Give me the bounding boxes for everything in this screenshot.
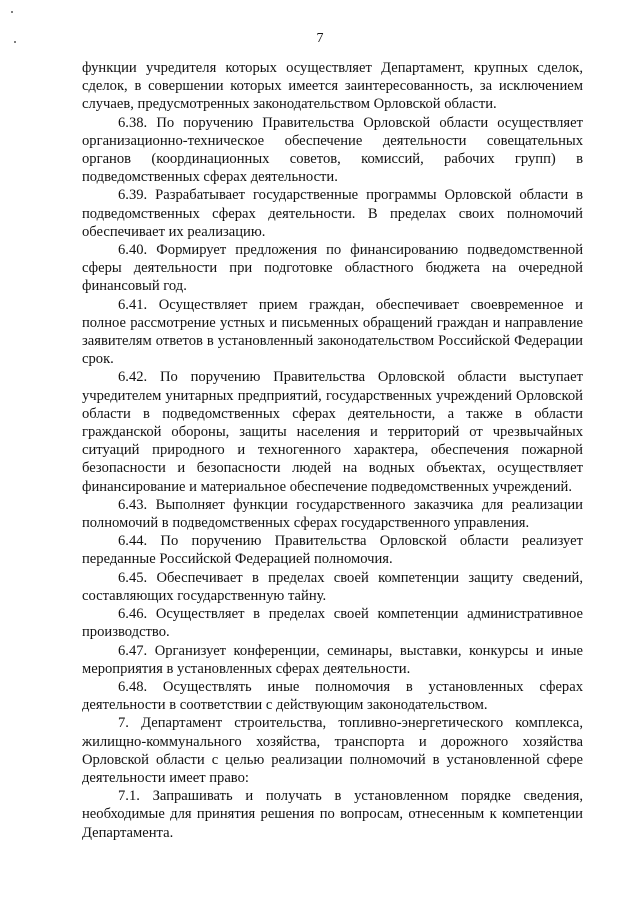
paragraph-6-45: 6.45. Обеспечивает в пределах своей компетенции защиту сведений, составляющих государственную тайну. <box>82 569 583 604</box>
scan-artifact-dot <box>11 11 13 13</box>
paragraph-6-47: 6.47. Организует конференции, семинары, выставки, конкурсы и иные мероприятия в установленных сферах деятельности. <box>82 642 583 677</box>
paragraph-6-44: 6.44. По поручению Правительства Орловской области реализует переданные Российской Федерацией полномочия. <box>82 533 583 568</box>
paragraph-6-38: 6.38. По поручению Правительства Орловской области осуществляет организационно-техническое обеспечение деятельности совещательных органов (координационных советов, комиссий, рабочих групп) в подведомственных сферах деятельности. <box>82 114 583 186</box>
page-number: 7 <box>316 31 324 46</box>
paragraph-7: 7. Департамент строительства, топливно-энергетического комплекса, жилищно-коммунального хозяйства, транспорта и дорожного хозяйства Орловской области с целью реализации полномочий в установленной сфере деятельности имеет право: <box>82 715 583 786</box>
paragraph-6-39: 6.39. Разрабатывает государственные программы Орловской области в подведомственных сферах деятельности. В пределах своих полномочий обеспечивает их реализацию. <box>82 187 583 240</box>
paragraph-6-48: 6.48. Осуществлять иные полномочия в установленных сферах деятельности в соответствии с действующим законодательством. <box>82 678 583 714</box>
paragraph-6-42: 6.42. По поручению Правительства Орловской области выступает учредителем унитарных предприятий, государственных учреждений Орловской области в подведомственных сферах деятельности, а также в области гражданской обороны, защиты населения и территорий от чрезвычайных ситуаций природного и техногенного характера, обеспечения пожарной безопасности и безопасности людей на водных объектах, осуществляет финансирование и материальное обеспечение подведомственных учреждений. <box>82 369 583 495</box>
paragraph-6-40: 6.40. Формирует предложения по финансированию подведомственной сферы деятельности при подготовке областного бюджета на очередной финансовый год. <box>82 242 583 295</box>
paragraph-6-41: 6.41. Осуществляет прием граждан, обеспечивает своевременное и полное рассмотрение устных и письменных обращений граждан и направление заявителям ответов в установленный законодательством Российской Федерации срок. <box>82 296 583 368</box>
paragraph-continuation: функции учредителя которых осуществляет Департамент, крупных сделок, сделок, в совершении которых имеется заинтересованность, за исключением случаев, предусмотренных законодательством Орловской области. <box>82 60 583 113</box>
paragraph-6-43: 6.43. Выполняет функции государственного заказчика для реализации полномочий в подведомственных сферах государственного управления. <box>82 496 583 532</box>
paragraph-7-1: 7.1. Запрашивать и получать в установленном порядке сведения, необходимые для принятия решения по вопросам, отнесенным к компетенции Департамента. <box>82 788 583 841</box>
document-body <box>82 59 583 842</box>
paragraph-6-46: 6.46. Осуществляет в пределах своей компетенции административное производство. <box>82 606 583 641</box>
